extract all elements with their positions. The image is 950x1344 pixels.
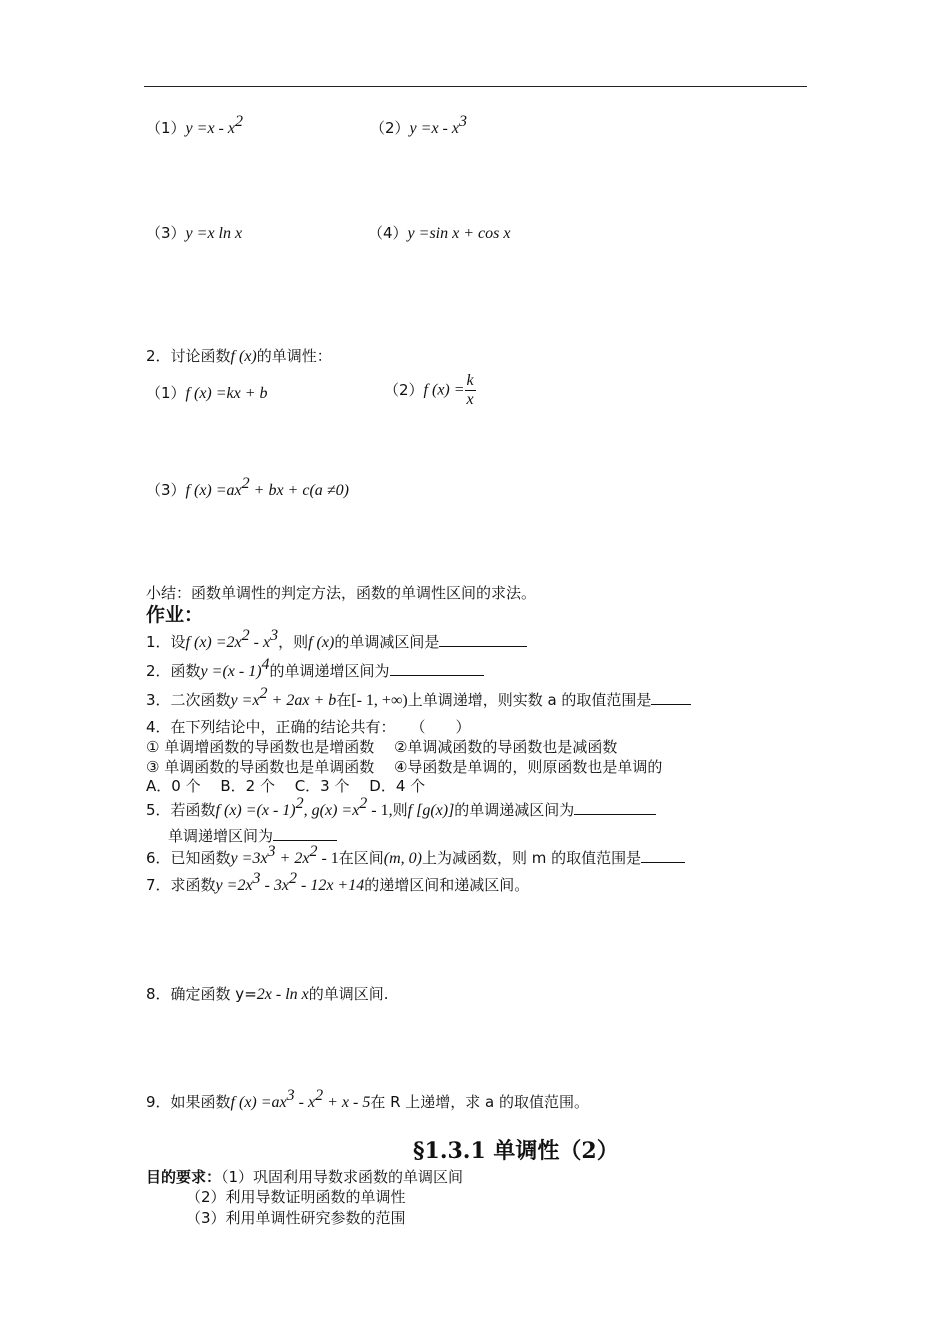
homework-8: 8．确定函数 y=2x - ln x的单调区间. bbox=[146, 985, 389, 1003]
homework-4-option-row-2: ③ 单调函数的导函数也是单调函数 ④导函数是单调的，则原函数也是单调的 bbox=[146, 758, 663, 776]
exercise-2: $(2)y =x - x^3$ bbox=[370, 113, 467, 137]
homework-4: 4．在下列结论中，正确的结论共有： （ ） bbox=[146, 718, 471, 736]
homework-2: 2．函数y =(x - 1)$^4$的单调递增区间为 bbox=[146, 661, 484, 681]
homework-1: 1．设f $(x) =2x^2 - x^3$，则f (x)的单调减区间是 bbox=[146, 632, 527, 652]
homework-6: 6．已知函数$y =3x^3 + 2x^2 - 1$在区间(m, 0)上为减函数，则 m 的取值范围是 bbox=[146, 848, 685, 868]
answer-blank[interactable] bbox=[574, 800, 656, 815]
homework-5-line-2: 单调递增区间为 bbox=[168, 826, 337, 845]
homework-7: 7．求函数$y =2x^3 - 3x^2 - 12x +14$的递增区间和递减区间。 bbox=[146, 870, 530, 894]
header-rule bbox=[144, 86, 807, 87]
answer-blank[interactable] bbox=[273, 826, 337, 841]
answer-blank[interactable] bbox=[651, 690, 691, 705]
question-2-part-1: （1）f (x) =kx + b bbox=[146, 384, 268, 402]
goals-line-1: 目的要求：（1）巩固利用导数求函数的单调区间 bbox=[146, 1168, 464, 1186]
homework-4-option-row-1: ① 单调增函数的导函数也是增函数 ②单调减函数的导函数也是减函数 bbox=[146, 738, 618, 756]
goals-line-2: （2）利用导数证明函数的单调性 bbox=[186, 1188, 406, 1206]
answer-blank[interactable] bbox=[641, 848, 685, 863]
exercise-3: （3）y =x ln x bbox=[146, 224, 243, 242]
homework-title: 作业： bbox=[146, 604, 204, 626]
fraction-k-over-x: $\frac{k}{x}$ bbox=[466, 372, 474, 408]
section-title: §1.3.1 单调性（2） bbox=[413, 1138, 619, 1164]
homework-3: 3．二次函数$y =x^2 + 2ax + b$在[- 1, +∞)上单调递增，则实数 a 的取值范围是 bbox=[146, 690, 691, 710]
homework-5: 5．若函数f (x) =(x - 1)$^2$, $g(x) =x^2 - 1$,则f [g(x)]的单调递减区间为 bbox=[146, 800, 656, 820]
question-2-intro: 2．讨论函数f (x)的单调性： bbox=[146, 347, 332, 365]
question-2-part-3: （3）f $(x) =ax^2$ + bx + c(a ≠0) bbox=[146, 475, 349, 499]
exercise-4: （4）y =sin x + cos x bbox=[368, 224, 511, 242]
summary-text: 小结：函数单调性的判定方法，函数的单调性区间的求法。 bbox=[146, 584, 537, 602]
homework-9: 9．如果函数f $(x) =ax^3 - x^2 + x - 5$在 R 上递增，求 a 的取值范围。 bbox=[146, 1087, 590, 1111]
exercise-1: $(1)y =x - x^2$ bbox=[146, 113, 243, 137]
homework-4-choices: A．0 个 B．2 个 C．3 个 D．4 个 bbox=[146, 777, 426, 795]
answer-blank[interactable] bbox=[390, 661, 484, 676]
question-2-part-2: （2）f (x) = $\frac{k}{x}$ bbox=[384, 372, 474, 408]
goals-line-3: （3）利用单调性研究参数的范围 bbox=[186, 1209, 406, 1227]
answer-blank[interactable] bbox=[439, 632, 527, 647]
